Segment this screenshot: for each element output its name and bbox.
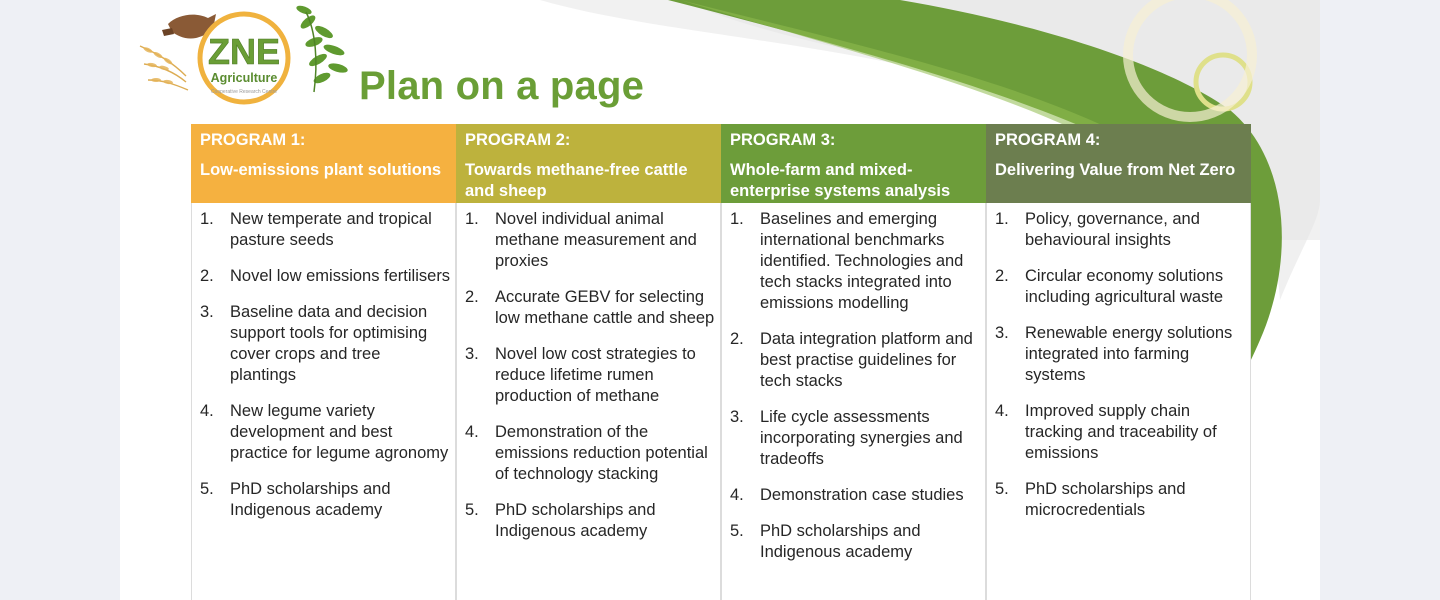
list-item <box>730 329 981 392</box>
program-body-3 <box>721 203 986 600</box>
item-text: Novel individual animal methane measurement and proxies <box>495 210 697 270</box>
item-text: Policy, governance, and behavioural insights <box>1025 210 1200 249</box>
list-item <box>995 479 1246 521</box>
item-text: Novel low cost strategies to reduce lifetime rumen production of methane <box>495 345 696 405</box>
program-header-4 <box>986 124 1251 203</box>
item-text: Baselines and emerging international benchmarks identified. Technologies and tech stacks integrated into emissions modelling <box>760 210 964 312</box>
item-number: 1. <box>995 210 1009 228</box>
list-item <box>465 500 716 542</box>
list-item <box>730 485 981 506</box>
program-name: Low-emissions plant solutions <box>200 161 442 179</box>
list-item <box>995 401 1246 464</box>
item-number: 5. <box>465 501 479 519</box>
list-item <box>465 287 716 329</box>
list-item <box>730 209 981 314</box>
page-title: Plan on a page <box>359 64 645 108</box>
item-text: Demonstration case studies <box>760 486 964 504</box>
program-column-3 <box>721 124 986 600</box>
program-header-3 <box>721 124 986 203</box>
item-number: 4. <box>995 402 1009 420</box>
deliverables-list <box>995 209 1246 521</box>
program-column-1 <box>191 124 456 600</box>
list-item <box>200 401 451 464</box>
list-item <box>465 344 716 407</box>
program-header-2 <box>456 124 721 203</box>
program-label: PROGRAM 1: <box>200 131 306 149</box>
program-label: PROGRAM 4: <box>995 131 1101 149</box>
item-text: PhD scholarships and Indigenous academy <box>760 522 921 561</box>
program-body-4 <box>986 203 1251 600</box>
item-number: 1. <box>730 210 744 228</box>
program-name: Whole-farm and mixed-enterprise systems analysis <box>730 161 951 200</box>
item-text: PhD scholarships and Indigenous academy <box>230 480 391 519</box>
item-number: 4. <box>465 423 479 441</box>
deliverables-list <box>465 209 716 542</box>
item-number: 5. <box>730 522 744 540</box>
item-text: Life cycle assessments incorporating synergies and tradeoffs <box>760 408 963 468</box>
item-number: 2. <box>200 267 214 285</box>
item-text: Novel low emissions fertilisers <box>230 267 451 285</box>
item-number: 3. <box>995 324 1009 342</box>
item-text: Accurate GEBV for selecting low methane cattle and sheep <box>495 288 715 327</box>
program-name: Towards methane-free cattle and sheep <box>465 161 688 200</box>
item-number: 5. <box>200 480 214 498</box>
zne-agriculture-logo <box>138 2 368 110</box>
item-text: Improved supply chain tracking and traceability of emissions <box>1025 402 1217 462</box>
item-text: Data integration platform and best practise guidelines for tech stacks <box>760 330 973 390</box>
program-label: PROGRAM 3: <box>730 131 836 149</box>
program-column-2 <box>456 124 721 600</box>
list-item <box>200 209 451 251</box>
list-item <box>200 266 451 287</box>
item-number: 3. <box>200 303 214 321</box>
program-name: Delivering Value from Net Zero <box>995 161 1236 179</box>
logo-wordmark: ZNE <box>208 31 280 72</box>
logo-subtitle: Agriculture <box>210 71 278 85</box>
item-number: 2. <box>995 267 1009 285</box>
list-item <box>730 521 981 563</box>
list-item <box>465 209 716 272</box>
program-label: PROGRAM 2: <box>465 131 571 149</box>
item-number: 5. <box>995 480 1009 498</box>
program-column-4 <box>986 124 1251 600</box>
list-item <box>465 422 716 485</box>
item-text: PhD scholarships and microcredentials <box>1025 480 1186 519</box>
item-number: 1. <box>200 210 214 228</box>
program-grid <box>191 124 1251 600</box>
program-body-2 <box>456 203 721 600</box>
list-item <box>995 209 1246 251</box>
logo-tagline: Cooperative Research Centre <box>210 89 278 95</box>
item-number: 4. <box>200 402 214 420</box>
list-item <box>995 266 1246 308</box>
item-number: 2. <box>465 288 479 306</box>
item-number: 3. <box>730 408 744 426</box>
item-number: 3. <box>465 345 479 363</box>
item-text: New legume variety development and best practice for legume agronomy <box>230 402 449 462</box>
item-text: Circular economy solutions including agricultural waste <box>1025 267 1224 306</box>
item-text: PhD scholarships and Indigenous academy <box>495 501 656 540</box>
list-item <box>995 323 1246 386</box>
deliverables-list <box>200 209 451 521</box>
list-item <box>200 302 451 386</box>
item-text: Baseline data and decision support tools for optimising cover crops and tree plantings <box>230 303 428 384</box>
item-text: Renewable energy solutions integrated into farming systems <box>1025 324 1233 384</box>
slide <box>120 0 1320 600</box>
item-number: 1. <box>465 210 479 228</box>
list-item <box>730 407 981 470</box>
program-body-1 <box>191 203 456 600</box>
deliverables-list <box>730 209 981 563</box>
item-text: New temperate and tropical pasture seeds <box>230 210 432 249</box>
item-text: Demonstration of the emissions reduction potential of technology stacking <box>495 423 708 483</box>
program-header-1 <box>191 124 456 203</box>
list-item <box>200 479 451 521</box>
item-number: 4. <box>730 486 744 504</box>
item-number: 2. <box>730 330 744 348</box>
